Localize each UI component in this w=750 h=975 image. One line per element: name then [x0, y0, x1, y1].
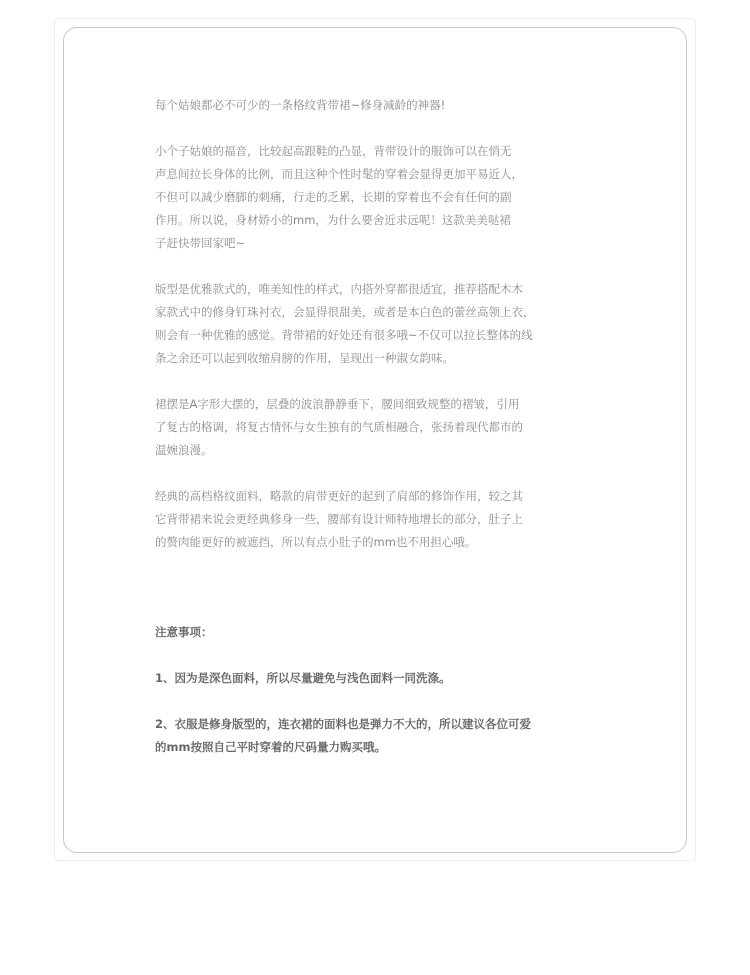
text-line: 家款式中的修身钉珠衬衣，会显得很甜美，或者是本白色的蕾丝高领上衣， — [155, 305, 535, 319]
text-line: 温婉浪漫。 — [155, 443, 213, 457]
text-line: 则会有一种优雅的感觉。背带裙的好处还有很多哦~不仅可以拉长整体的线 — [155, 328, 533, 342]
spacer — [155, 554, 600, 621]
text-line: 它背带裙来说会更经典修身一些，腰部有设计师特地增长的部分，肚子上 — [155, 512, 523, 526]
text-line: 条之余还可以起到收缩肩膀的作用，呈现出一种淑女韵味。 — [155, 351, 454, 365]
text-line: 不但可以减少磨脚的刺痛，行走的乏累，长期的穿着也不会有任何的副 — [155, 190, 512, 204]
notes-section — [155, 621, 600, 759]
text-line: 的mm按照自己平时穿着的尺码量力购买哦。 — [155, 740, 386, 754]
text-line: 1、因为是深色面料，所以尽量避免与浅色面料一同洗涤。 — [155, 671, 451, 685]
description-paragraph-2 — [155, 278, 600, 370]
text-line: 了复古的格调，将复古情怀与女生独有的气质相融合，张扬着现代都市的 — [155, 420, 523, 434]
text-line: 2、衣服是修身版型的，连衣裙的面料也是弹力不大的，所以建议各位可爱 — [155, 717, 531, 731]
spacer — [155, 370, 600, 393]
text-line: 声息间拉长身体的比例，而且这种个性时髦的穿着会显得更加平易近人， — [155, 167, 523, 181]
text-line: 作用。所以说，身材娇小的mm，为什么要舍近求远呢！这款美美哒裙 — [155, 213, 511, 227]
intro-text: 每个姑娘都必不可少的一条格纹背带裙~修身减龄的神器! — [155, 98, 446, 112]
spacer — [155, 644, 600, 667]
description-paragraph-1 — [155, 140, 600, 255]
text-line: 版型是优雅款式的，唯美知性的样式，内搭外穿都很适宜，推荐搭配木木 — [155, 282, 523, 296]
notes-item-2 — [155, 713, 600, 759]
notes-title: 注意事项： — [155, 625, 213, 639]
description-paragraph-3 — [155, 393, 600, 462]
text-line: 子赶快带回家吧~ — [155, 236, 246, 250]
spacer — [155, 462, 600, 485]
text-line: 的赘肉能更好的被遮挡，所以有点小肚子的mm也不用担心哦。 — [155, 535, 477, 549]
text-line: 小个子姑娘的福音，比较起高跟鞋的凸显，背带设计的服饰可以在悄无 — [155, 144, 512, 158]
description-paragraph-4 — [155, 485, 600, 554]
notes-item-1 — [155, 667, 600, 690]
product-description — [155, 94, 600, 759]
spacer — [155, 255, 600, 278]
spacer — [155, 690, 600, 713]
spacer — [155, 117, 600, 140]
text-line: 经典的高档格纹面料，略款的肩带更好的起到了肩部的修饰作用，较之其 — [155, 489, 523, 503]
text-line: 裙摆是A字形大摆的，层叠的波浪静静垂下，腰间细致规整的褶皱，引用 — [155, 397, 520, 411]
